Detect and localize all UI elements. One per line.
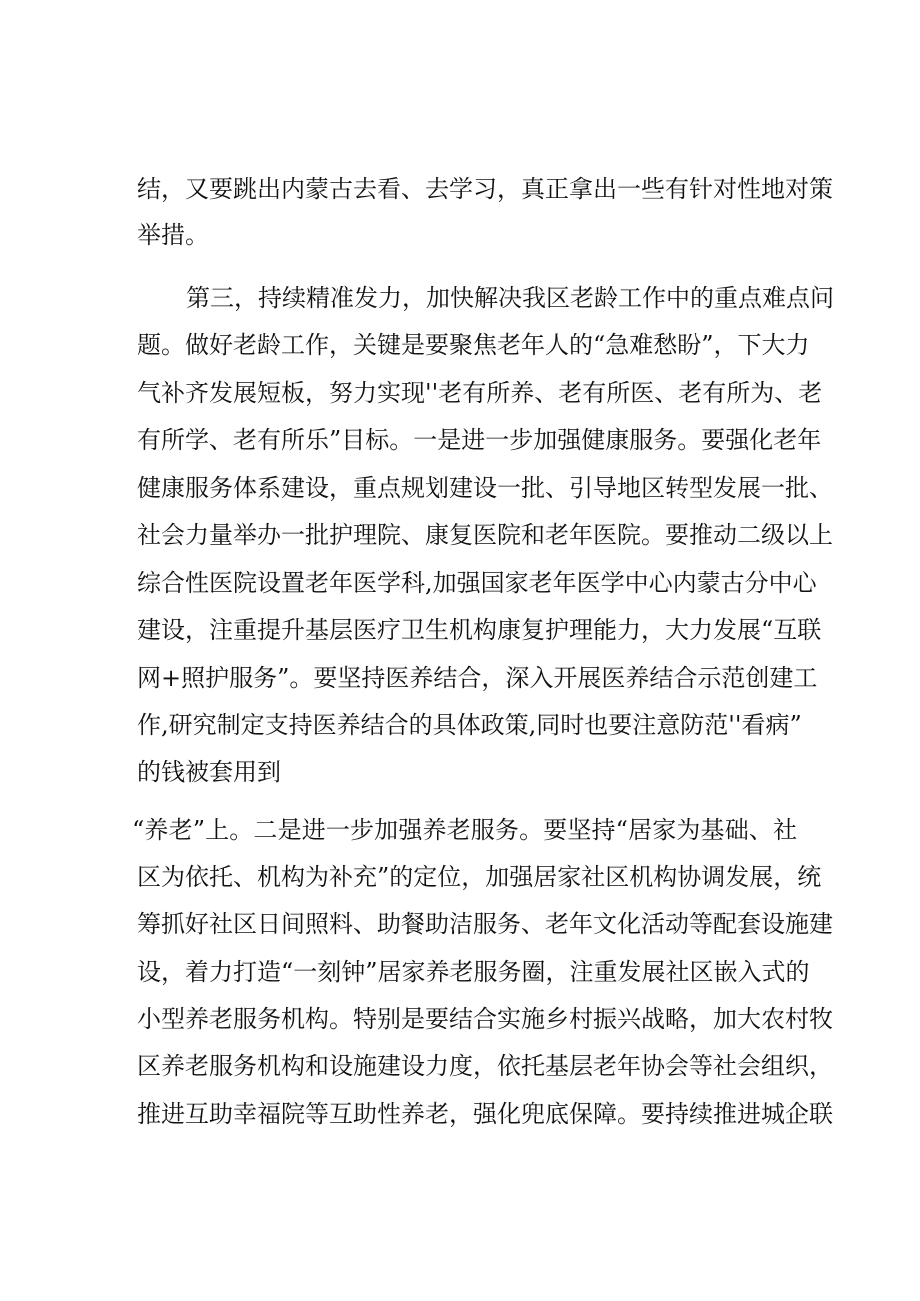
text-line: [0, 703, 920, 747]
line-text: 小型养老服务机构。特别是要结合实施乡村振兴战略，加大农村牧: [137, 1005, 833, 1033]
line-text: “养老”上。二是进一步加强养老服务。要坚持“居家为基础、社: [132, 816, 797, 844]
text-line: [0, 656, 920, 700]
text-line: [0, 466, 920, 510]
text-line: [0, 167, 920, 211]
line-text: 筹抓好社区日间照料、助餐助洁服务、老年文化活动等配套设施建: [137, 910, 833, 938]
text-line: [0, 950, 920, 994]
line-text: 举措。: [137, 221, 209, 249]
line-text: 区为依托、机构为补充”的定位，加强居家社区机构协调发展，统: [137, 863, 822, 891]
text-line: [0, 855, 920, 899]
line-text: 社会力量举办一批护理院、康复医院和老年医院。要推动二级以上: [137, 521, 833, 549]
paragraph-first-line: [0, 276, 920, 320]
text-line: [0, 1044, 920, 1088]
line-text: 综合性医院设置老年医学科,加强国家老年医学中心内蒙古分中心: [137, 569, 817, 597]
text-line: [0, 418, 920, 462]
text-line: [0, 323, 920, 367]
text-line: [0, 213, 920, 257]
line-text: 建设，注重提升基层医疗卫生机构康复护理能力，大力发展“互联: [137, 616, 822, 644]
line-text: 题。做好老龄工作，关键是要聚焦老年人的“急难愁盼”，下大力: [137, 331, 810, 359]
line-text: 作,研究制定支持医养结合的具体政策,同时也要注意防范''看病”: [137, 711, 802, 739]
line-text: 结，又要跳出内蒙古去看、去学习，真正拿出一些有针对性地对策: [137, 175, 833, 203]
text-line: [0, 997, 920, 1041]
line-text: 健康服务体系建设，重点规划建设一批、引导地区转型发展一批、: [137, 474, 833, 502]
line-text: 网+照护服务”。要坚持医养结合，深入开展医养结合示范创建工: [137, 664, 818, 692]
line-text: 有所学、老有所乐”目标。一是进一步加强健康服务。要强化老年: [137, 426, 822, 454]
line-text: 区养老服务机构和设施建设力度，依托基层老年协会等社会组织，: [137, 1052, 833, 1080]
line-text: 第三，持续精准发力，加快解决我区老龄工作中的重点难点问: [186, 284, 834, 312]
text-line: [0, 750, 920, 794]
text-line: [0, 808, 920, 852]
text-line: [0, 1092, 920, 1136]
line-text: 推进互助幸福院等互助性养老，强化兜底保障。要持续推进城企联: [137, 1100, 833, 1128]
line-text: 设，着力打造“一刻钟”居家养老服务圈，注重发展社区嵌入式的: [137, 958, 810, 986]
text-line: [0, 371, 920, 415]
line-text: 气补齐发展短板，努力实现''老有所养、老有所医、老有所为、老: [137, 379, 823, 407]
line-text: 的钱被套用到: [137, 758, 281, 786]
text-line: [0, 902, 920, 946]
text-line: [0, 561, 920, 605]
text-line: [0, 608, 920, 652]
text-line: [0, 513, 920, 557]
